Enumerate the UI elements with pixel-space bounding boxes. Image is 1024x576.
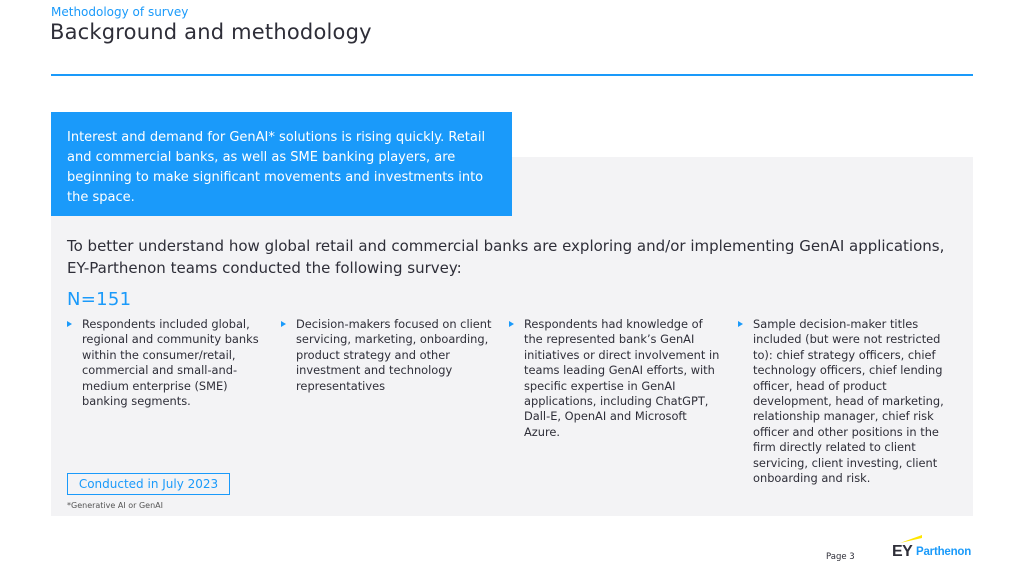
bullet-triangle-icon [509, 321, 514, 327]
section-label: Methodology of survey [51, 5, 189, 19]
logo-ey-text: EY [892, 543, 913, 560]
date-badge: Conducted in July 2023 [67, 473, 230, 495]
bullet-text: Respondents had knowledge of the represented bank’s GenAI initiatives or direct involvement in teams leading GenAI efforts, with specific expertise in GenAI applications, including ChatGPT, Dall-E, OpenAI and Microsoft Azure. [524, 317, 720, 439]
bullet-triangle-icon [67, 321, 72, 327]
intro-text: To better understand how global retail and commercial banks are exploring and/or implementing GenAI applications, EY-Parthenon teams conducted the following survey: [67, 237, 945, 277]
bullet-point-knowledge [509, 317, 724, 440]
callout-box: Interest and demand for GenAI* solutions is rising quickly. Retail and commercial banks, as well as SME banking players, are beginning to make significant movements and investments into the space. [51, 112, 512, 216]
bullet-point-decision-makers [281, 317, 496, 394]
bullet-text: Sample decision-maker titles included (but were not restricted to): chief strategy officers, chief technology officers, chief lending officer, head of product development, head of marketing, relationship manager, chief risk officer and other positions in the firm directly related to client servicing, client investing, client onboarding and risk. [753, 317, 944, 486]
sample-size: N=151 [67, 289, 132, 310]
page-number: Page 3 [826, 552, 855, 562]
ey-parthenon-logo [890, 534, 980, 564]
bullet-point-titles [738, 317, 953, 486]
page-title: Background and methodology [50, 20, 372, 44]
bullet-triangle-icon [281, 321, 286, 327]
logo-brand-text: Parthenon [916, 546, 972, 558]
bullet-point-respondents [67, 317, 267, 409]
footnote: *Generative AI or GenAI [67, 501, 163, 510]
bullet-triangle-icon [738, 321, 743, 327]
title-divider [51, 74, 973, 76]
bullet-text: Respondents included global, regional and community banks within the consumer/retail, commercial and small-and-medium enterprise (SME) banking segments. [82, 317, 259, 409]
bullet-text: Decision-makers focused on client servicing, marketing, onboarding, product strategy and other investment and technology representatives [296, 317, 492, 393]
